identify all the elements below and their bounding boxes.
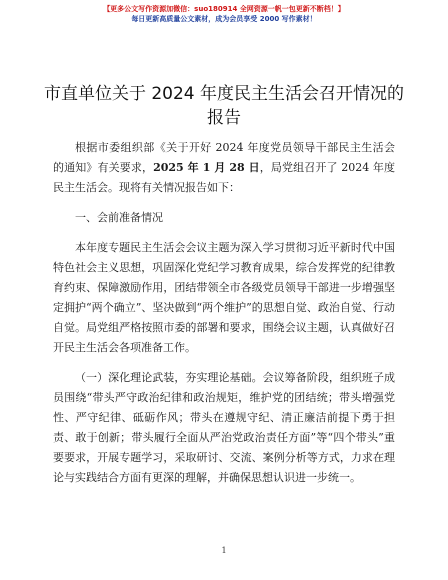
body-paragraph-1: 本年度专题民主生活会会议主题为深入学习贯彻习近平新时代中国特色社会主义思想，巩固深化党纪学习教育成果，综合发挥党的纪律教育约束、保障激励作用，团结带领全市各级党员领导干部进一步增强坚定拥护“两个确立”、坚决做到“两个维护”的思想自觉、政治自觉、行动自觉。局党组严格按照市委的部署和要求，围绕会议主题，认真做好召开民主生活会各项准备工作。	[53, 241, 395, 354]
document-body	[53, 138, 395, 488]
intro-text-a: 根据市委组织部《关于开好 2024 年度党员领导干部民主生活会的通知》有关要求，	[53, 141, 395, 174]
promo-banner-line2: 每日更新高质量公文素材，成为会员享受 2000 写作素材！	[131, 15, 317, 23]
promo-banner	[0, 4, 448, 24]
intro-text-c: ，局党组召开了 2024 年度民主生活会。现将有关情况报告如下：	[53, 161, 395, 194]
section-heading: 一、会前准备情况	[75, 211, 163, 224]
intro-paragraph	[53, 138, 395, 198]
body-paragraph-2: （一）深化理论武装，夯实理论基础。会议筹备阶段，组织班子成员围绕“带头严守政治纪律和政治规矩，维护党的团结统；带头增强党性、严守纪律、砥砺作风；带头在遵规守纪、清正廉洁前提下勇于担责、敢于创新；带头履行全面从严治党政治责任方面”等“四个带头”重要要求，开展专题学习，采取研讨、交流、案例分析等方式，力求在理论与实践结合方面有更深的理解，并确保思想认识进一步统一。	[53, 371, 395, 484]
promo-banner-line1: 【更多公文写作资源加微信：suo180914 全网资源一帆一包更新不断档！】	[103, 5, 345, 13]
document-title-line1: 市直单位关于 2024 年度民主生活会召开情况的	[43, 84, 405, 104]
page-number: 1	[221, 546, 227, 555]
intro-date: 2025 年 1 月 28 日	[153, 161, 260, 174]
document-title-line2: 报告	[207, 108, 241, 128]
document-title	[40, 82, 408, 130]
